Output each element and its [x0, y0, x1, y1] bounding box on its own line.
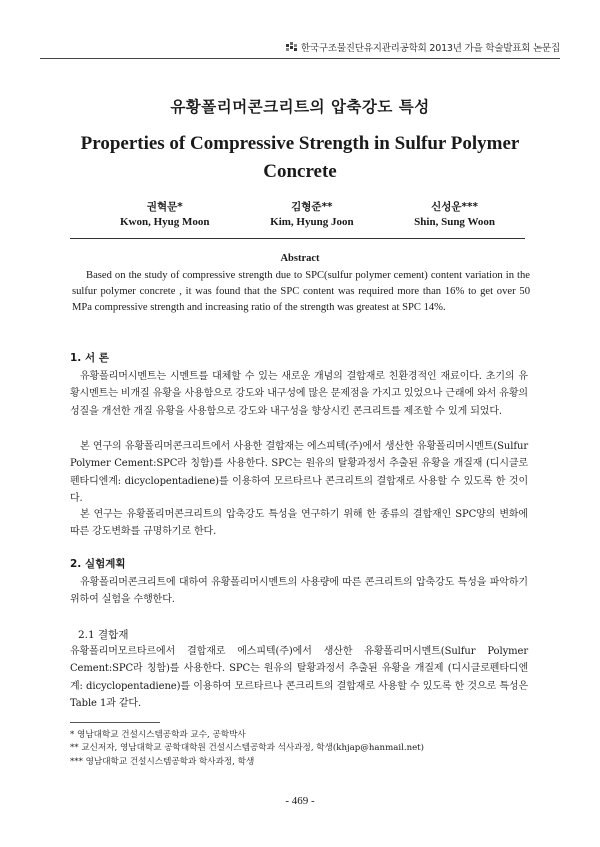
page-number: - 469 - [285, 795, 315, 807]
author-name-ko: 권혁문* [146, 201, 183, 213]
author-name-ko: 신성운*** [431, 201, 479, 213]
intro-paragraph-3: 본 연구는 유황폴리머콘크리트의 압축강도 특성을 연구하기 위해 한 종류의 결합재인 SPC양의 변화에 따른 강도변화를 규명하기로 한다. [70, 509, 528, 538]
abstract-heading: Abstract [280, 253, 320, 264]
footnotes [70, 729, 530, 769]
footnote-3: *** 영남대학교 건설시스템공학과 학사과정, 학생 [70, 756, 255, 767]
header-divider [40, 58, 560, 59]
author-name-en: Kim, Hyung Joon [270, 216, 354, 228]
experiment-paragraph: 유황폴리머콘크리트에 대하여 유황폴리머시멘트의 사용량에 따른 콘크리트의 압축강도 특성을 파악하기 위하여 실험을 수행한다. [70, 577, 528, 606]
author-name-ko: 김형준** [291, 201, 333, 213]
section-heading-introduction: 1. 서 론 [70, 352, 109, 364]
intro-paragraph-1: 유황폴리머시멘트는 시멘트를 대체할 수 있는 새로운 개념의 결합재로 친환경적인 재료이다. 초기의 유황시멘트는 비개질 유황을 사용함으로 강도와 내구성에 많은 문제점을 가지고 있었으나 근래에 와서 유황의 성질을 개선한 개질 유황을 사용함으로 강도와 내구성을 향상시킨 콘크리트를 제조할 수 있게 되었다. [70, 371, 528, 417]
footnote-1: * 영남대학교 건설시스템공학과 교수, 공학박사 [70, 730, 246, 740]
running-title: 한국구조물진단유지관리공학회 2013년 가을 학술발표회 논문집 [300, 43, 560, 54]
binder-paragraph: 유황폴리머모르타르에서 결합재로 에스피텍(주)에서 생산한 유황폴리머시멘트(Sulfur Polymer Cement:SPC라 칭함)를 사용한다. SPC는 원유의 탈황과정서 추출된 유황을 개질제 (디시클로펜타디엔계: dicyclopentadiene)를 이용하여 모르타르나 콘크리트의 결합재로 사용할 수 있도록 한 것으로 특성은 Table 1과 같다. [70, 646, 528, 709]
footnote-2: ** 교신저자, 영남대학교 공학대학원 건설시스템공학과 석사과정, 학생(khjap@hanmail.net) [70, 743, 424, 754]
author-list [120, 200, 495, 230]
author-2 [270, 200, 353, 230]
author-1 [120, 200, 210, 230]
author-3 [414, 200, 495, 230]
footnote-divider [70, 722, 160, 723]
author-name-en: Kwon, Hyug Moon [120, 216, 210, 228]
title-korean: 유황폴리머콘크리트의 압축강도 특성 [170, 98, 430, 116]
society-logo-icon [286, 42, 298, 52]
subsection-heading-binder: 2.1 결합재 [78, 629, 129, 641]
author-name-en: Shin, Sung Woon [414, 216, 495, 228]
intro-paragraph-2: 본 연구의 유황폴리머콘크리트에서 사용한 결합재는 에스피텍(주)에서 생산한 유황폴리머시멘트(Sulfur Polymer Cement:SPC라 칭함)를 사용한다. SPC는 원유의 탈황과정서 추출된 유황을 개질재 (디시클로펜타디엔계: dicyclopentadiene)를 이용하여 모르타르나 콘크리트의 결합재로 사용할 수 있도록 한 것이다. [70, 441, 528, 504]
authors-divider [70, 238, 525, 239]
abstract-text: Based on the study of compressive strength due to SPC(sulfur polymer cement) content variation in the sulfur polymer concrete , it was found that the SPC content was required more than 16% to get over 50 MPa compressive strength and increasing ratio of the strength was greatest at SPC 14%. [72, 270, 530, 313]
section-heading-experiment: 2. 실험계획 [70, 558, 126, 570]
running-header [286, 40, 560, 54]
title-english: Properties of Compressive Strength in Sulfur Polymer Concrete [80, 133, 520, 182]
